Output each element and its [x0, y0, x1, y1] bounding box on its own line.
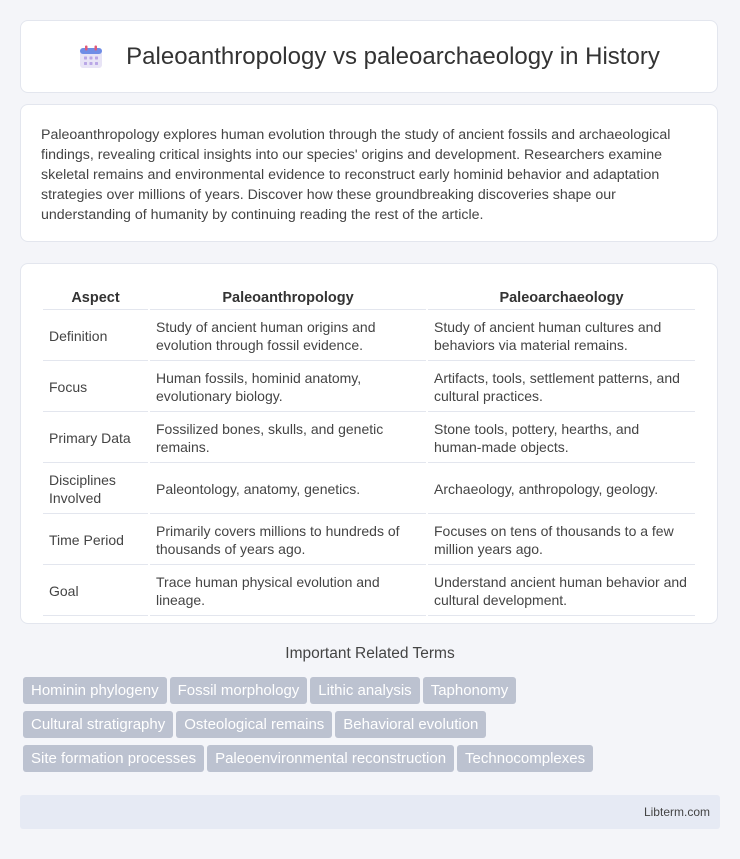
table-header-row — [43, 288, 695, 310]
cell-paleoarchaeology: Understand ancient human behavior and cultural development. — [428, 567, 695, 616]
table-row — [43, 414, 695, 463]
page-title: Paleoanthropology vs paleoarchaeology in History — [126, 42, 660, 70]
table-row — [43, 567, 695, 616]
calendar-icon — [78, 44, 104, 70]
table-row — [43, 516, 695, 565]
tag-paleoenvironmental-reconstruction[interactable]: Paleoenvironmental reconstruction — [207, 745, 454, 772]
tag-hominin-phylogeny[interactable]: Hominin phylogeny — [23, 677, 167, 704]
cell-paleoarchaeology: Archaeology, anthropology, geology. — [428, 465, 695, 514]
cell-paleoanthropology: Trace human physical evolution and lineage. — [150, 567, 426, 616]
cell-paleoarchaeology: Focuses on tens of thousands to a few million years ago. — [428, 516, 695, 565]
cell-paleoanthropology: Paleontology, anatomy, genetics. — [150, 465, 426, 514]
footer-site-link[interactable]: Libterm.com — [643, 805, 710, 819]
cell-paleoarchaeology: Artifacts, tools, settlement patterns, and cultural practices. — [428, 363, 695, 412]
cell-paleoanthropology: Fossilized bones, skulls, and genetic remains. — [150, 414, 426, 463]
header-paleoarchaeology: Paleoarchaeology — [428, 288, 695, 310]
related-tags — [23, 677, 723, 779]
tag-behavioral-evolution[interactable]: Behavioral evolution — [335, 711, 486, 738]
tag-cultural-stratigraphy[interactable]: Cultural stratigraphy — [23, 711, 173, 738]
cell-aspect: Focus — [43, 363, 148, 412]
tag-osteological-remains[interactable]: Osteological remains — [176, 711, 332, 738]
cell-paleoarchaeology: Stone tools, pottery, hearths, and human-made objects. — [428, 414, 695, 463]
cell-aspect: Time Period — [43, 516, 148, 565]
cell-paleoarchaeology: Study of ancient human cultures and behaviors via material remains. — [428, 312, 695, 361]
header-aspect: Aspect — [43, 288, 148, 310]
intro-card — [20, 104, 718, 242]
cell-aspect: Goal — [43, 567, 148, 616]
tag-taphonomy[interactable]: Taphonomy — [423, 677, 517, 704]
cell-aspect: Primary Data — [43, 414, 148, 463]
header-paleoanthropology: Paleoanthropology — [150, 288, 426, 310]
cell-paleoanthropology: Human fossils, hominid anatomy, evolutionary biology. — [150, 363, 426, 412]
table-row — [43, 465, 695, 514]
tag-lithic-analysis[interactable]: Lithic analysis — [310, 677, 419, 704]
comparison-table — [41, 286, 697, 618]
header-card — [20, 20, 718, 93]
table-row — [43, 363, 695, 412]
cell-aspect: Definition — [43, 312, 148, 361]
tag-fossil-morphology[interactable]: Fossil morphology — [170, 677, 308, 704]
table-row — [43, 312, 695, 361]
cell-aspect: Disciplines Involved — [43, 465, 148, 514]
cell-paleoanthropology: Study of ancient human origins and evolution through fossil evidence. — [150, 312, 426, 361]
cell-paleoanthropology: Primarily covers millions to hundreds of thousands of years ago. — [150, 516, 426, 565]
tag-technocomplexes[interactable]: Technocomplexes — [457, 745, 593, 772]
tag-site-formation-processes[interactable]: Site formation processes — [23, 745, 204, 772]
intro-text: Paleoanthropology explores human evolution through the study of ancient fossils and archaeological findings, revealing critical insights into our species' origins and development. Researchers examine skeletal remains and environmental evidence to reconstruct early hominid behavior and adaptation strategies over millions of years. Discover how these groundbreaking discoveries shape our understanding of humanity by continuing reading the rest of the article. — [41, 127, 671, 223]
comparison-card — [20, 263, 718, 624]
footer — [20, 795, 720, 829]
related-terms-title: Important Related Terms — [285, 645, 455, 662]
